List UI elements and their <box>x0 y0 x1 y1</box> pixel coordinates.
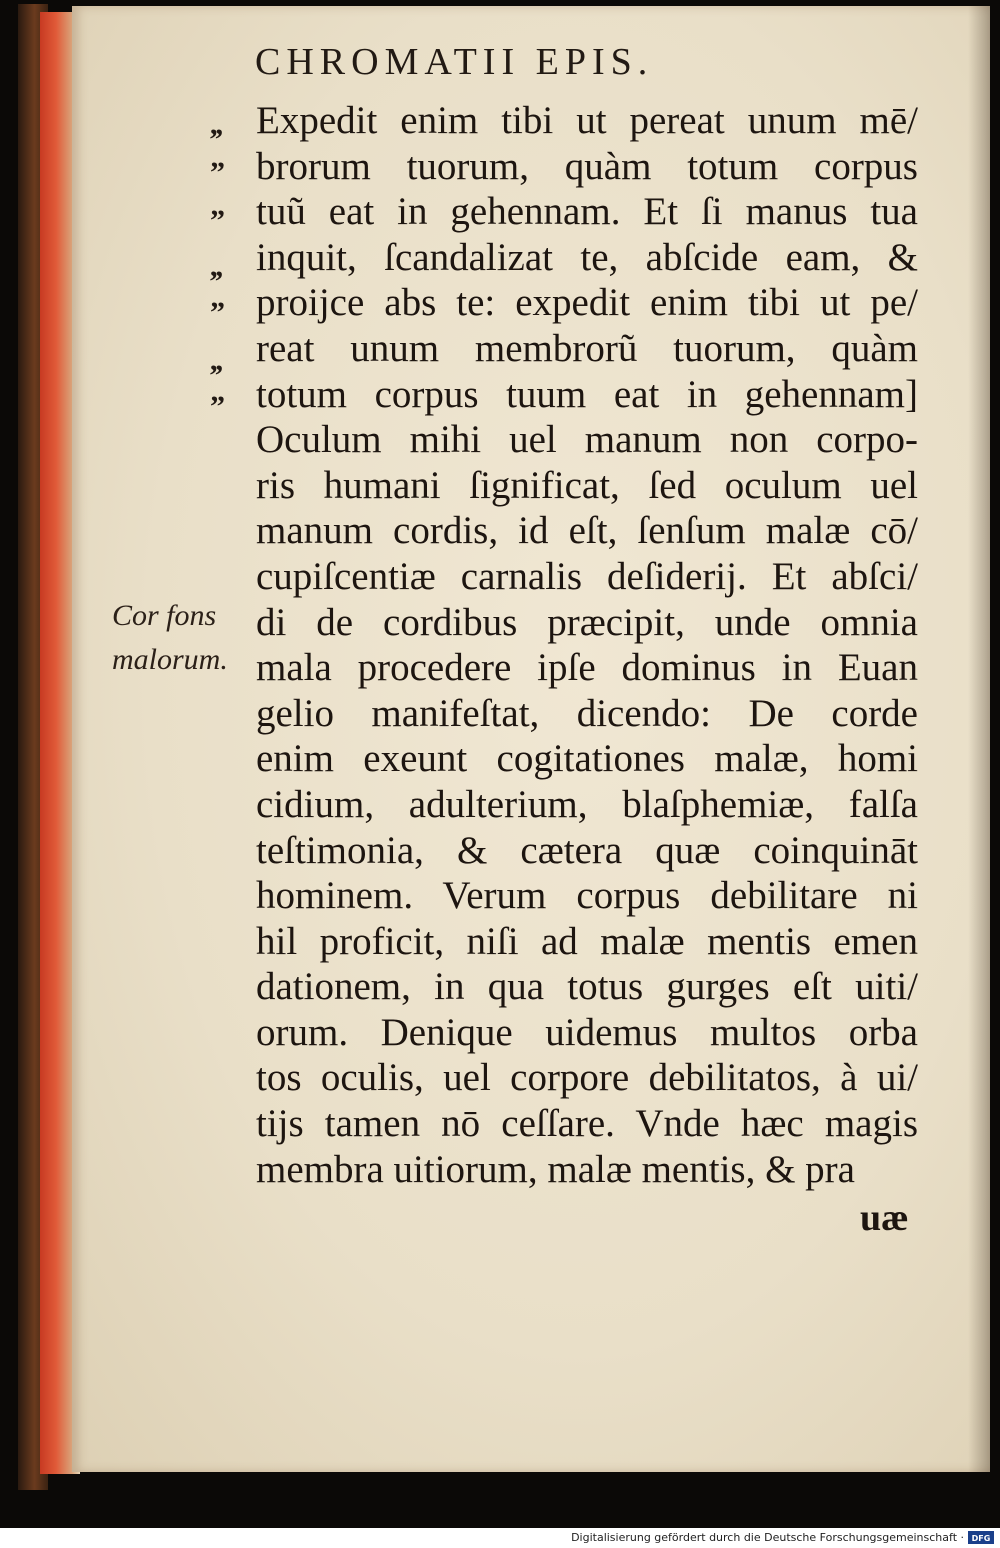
text-line: ris humani ſignificat, ſed oculum uel <box>256 463 918 507</box>
page-right-shadow <box>968 6 990 1472</box>
quote-mark: ,, <box>210 250 221 283</box>
text-line: hil proficit, niſi ad malæ mentis emen <box>256 919 918 963</box>
quote-mark: ” <box>210 156 223 189</box>
text-line: reat unum membrorũ tuorum, quàm <box>256 326 918 370</box>
marginal-note-line: malorum. <box>112 643 228 676</box>
text-line: teſtimonia, & cætera quæ coinquināt <box>256 828 918 872</box>
quote-mark: ” <box>210 390 223 423</box>
quote-mark: ” <box>210 204 223 237</box>
dfg-logo: DFG <box>968 1531 994 1544</box>
text-line: inquit, ſcandalizat te, abſcide eam, & <box>256 235 918 279</box>
text-line: membra uitiorum, malæ mentis, & pra <box>256 1147 855 1191</box>
text-line: mala procedere ipſe dominus in Euan <box>256 646 918 690</box>
text-line: manum cordis, id eſt, ſenſum malæ cō/ <box>256 509 918 553</box>
text-line: cupiſcentiæ carnalis deſiderij. Et abſci/ <box>256 554 918 598</box>
text-line: proijce abs te: expedit enim tibi ut pe/ <box>256 281 918 325</box>
marginal-note-line: Cor fons <box>112 599 217 632</box>
text-line: orum. Denique uidemus multos orba <box>256 1010 918 1054</box>
text-line: gelio manifeſtat, dicendo: De corde <box>256 691 918 735</box>
text-line: hominem. Verum corpus debilitare ni <box>256 874 918 918</box>
text-line: tos oculis, uel corpore debilitatos, à ui/ <box>256 1056 918 1100</box>
text-line: Expedit enim tibi ut pereat unum mē/ <box>256 99 918 142</box>
quote-mark: ,, <box>210 108 221 141</box>
text-line: tijs tamen nō ceſſare. Vnde hæc magis <box>256 1102 918 1146</box>
text-line: brorum tuorum, quàm totum corpus <box>256 144 918 188</box>
quote-mark: ,, <box>210 344 221 377</box>
text-line: dationem, in qua totus gurges eſt uiti/ <box>256 965 918 1009</box>
text-line: totum corpus tuum eat in gehennam] <box>256 372 918 416</box>
text-line: enim exeunt cogitationes malæ, homi <box>256 737 918 781</box>
text-line: cidium, adulterium, blaſphemiæ, falſa <box>256 782 918 826</box>
catchword: uæ <box>860 1197 909 1239</box>
body-text <box>256 98 918 1192</box>
running-head: CHROMATII EPIS. <box>255 41 654 83</box>
quote-mark: ” <box>210 296 223 329</box>
text-line: Oculum mihi uel manum non corpo- <box>256 418 918 462</box>
marginal-note <box>112 594 252 682</box>
text-line: di de cordibus præcipit, unde omnia <box>256 600 918 644</box>
funding-credit: Digitalisierung gefördert durch die Deutsche Forschungsgemeinschaft · <box>571 1531 964 1544</box>
text-line: tuũ eat in gehennam. Et ſi manus tua <box>256 190 918 234</box>
